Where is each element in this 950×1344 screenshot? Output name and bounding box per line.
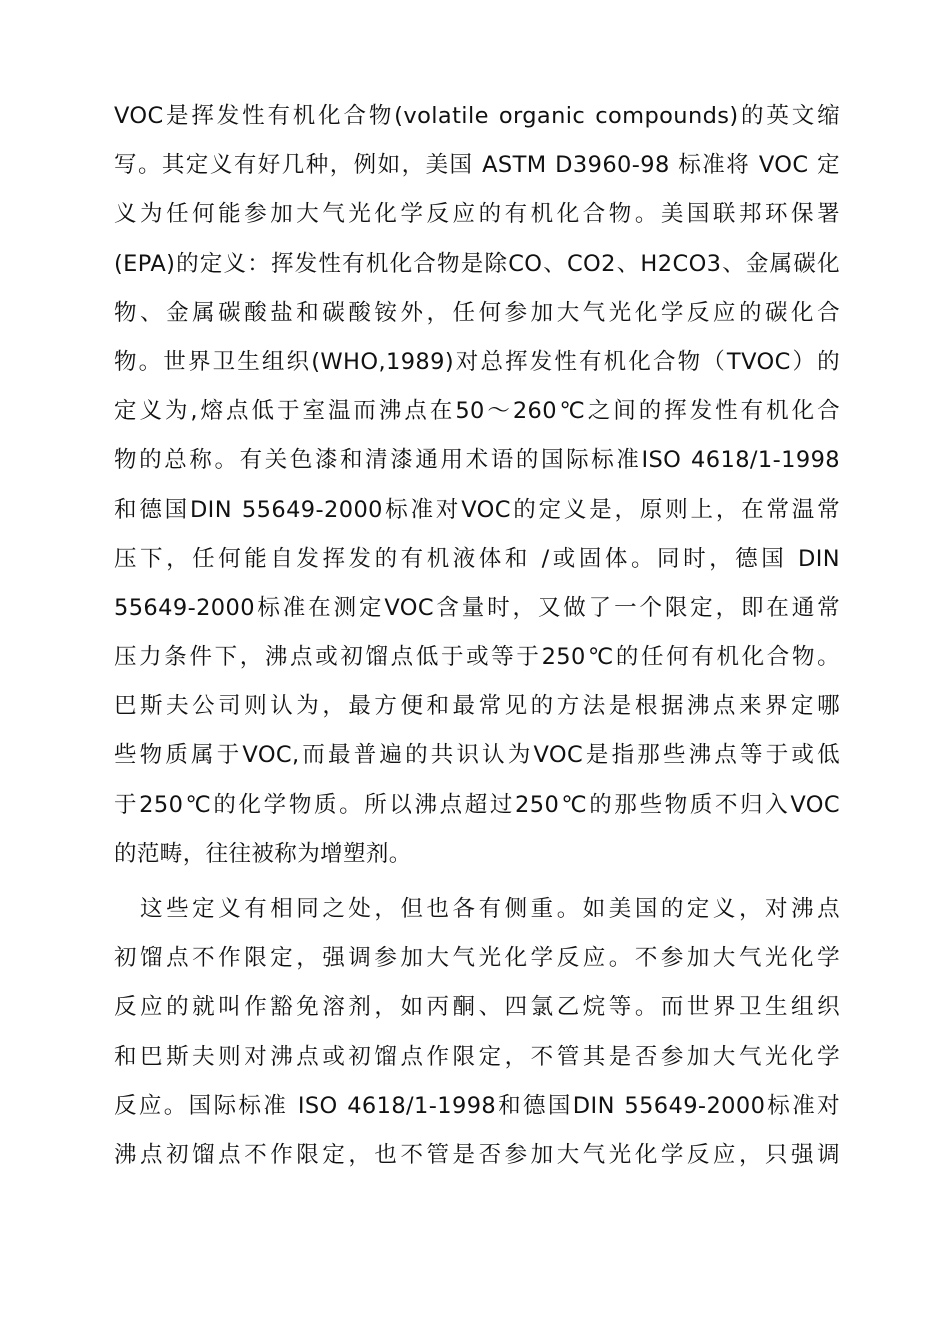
text-line: 沸点初馏点不作限定，也不管是否参加大气光化学反应，只强调 xyxy=(114,1141,840,1168)
text-line: 定义为,熔点低于室温而沸点在50～260℃之间的挥发性有机化合 xyxy=(114,398,840,425)
text-line: 反应的就叫作豁免溶剂，如丙酮、四氯乙烷等。而世界卫生组织 xyxy=(114,994,840,1021)
text-line: 的范畴，往往被称为增塑剂。 xyxy=(114,840,412,867)
text-line: 于250℃的化学物质。所以沸点超过250℃的那些物质不归入VOC xyxy=(114,791,840,818)
text-line: 初馏点不作限定，强调参加大气光化学反应。不参加大气光化学 xyxy=(114,945,840,972)
text-line: VOC是挥发性有机化合物(volatile organic compounds)的英文缩 xyxy=(114,103,840,129)
text-line: 和德国DIN 55649-2000标准对VOC的定义是，原则上，在常温常 xyxy=(114,496,840,523)
text-line: 压力条件下，沸点或初馏点低于或等于250℃的任何有机化合物。 xyxy=(114,644,840,671)
text-line: 和巴斯夫则对沸点或初馏点作限定，不管其是否参加大气光化学 xyxy=(114,1043,840,1070)
text-line: 物的总称。有关色漆和清漆通用术语的国际标准ISO 4618/1-1998 xyxy=(114,447,840,474)
text-line: 这些定义有相同之处，但也各有侧重。如美国的定义，对沸点 xyxy=(114,896,840,922)
text-line: 写。其定义有好几种，例如，美国 ASTM D3960-98 标准将 VOC 定 xyxy=(114,152,840,179)
text-line: 巴斯夫公司则认为，最方便和最常见的方法是根据沸点来界定哪 xyxy=(114,693,840,720)
text-line: 反应。国际标准 ISO 4618/1-1998和德国DIN 55649-2000标准对 xyxy=(114,1092,840,1119)
paragraph-definition-comparison xyxy=(114,885,840,1180)
text-line: 压下，任何能自发挥发的有机液体和 /或固体。同时，德国 DIN xyxy=(114,545,840,572)
text-line: 55649-2000标准在测定VOC含量时，又做了一个限定，即在通常 xyxy=(114,594,840,621)
text-line: 义为任何能参加大气光化学反应的有机化合物。美国联邦环保署 xyxy=(114,201,840,228)
paragraph-voc-definitions xyxy=(114,92,840,879)
text-line: 些物质属于VOC,而最普遍的共识认为VOC是指那些沸点等于或低 xyxy=(114,742,840,769)
text-line: 物、金属碳酸盐和碳酸铵外，任何参加大气光化学反应的碳化合 xyxy=(114,299,840,326)
text-line: (EPA)的定义：挥发性有机化合物是除CO、CO2、H2CO3、金属碳化 xyxy=(114,250,840,277)
text-line: 物。世界卫生组织(WHO,1989)对总挥发性有机化合物（TVOC）的 xyxy=(114,348,840,375)
